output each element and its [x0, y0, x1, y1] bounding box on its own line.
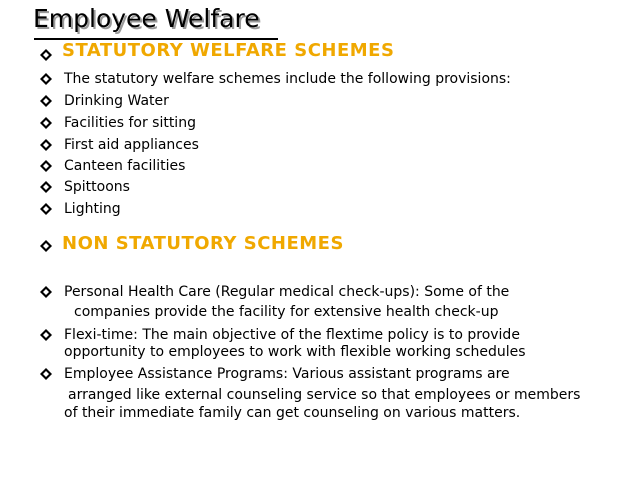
diamond-bullet-icon: [40, 49, 52, 61]
diamond-bullet-icon: [40, 368, 52, 380]
list-item: Personal Health Care (Regular medical check-ups): Some of the: [64, 284, 510, 300]
list-item-continuation: of their immediate family can get counseling on various matters.: [64, 405, 521, 421]
list-item: Canteen facilities: [64, 158, 186, 174]
diamond-bullet-icon: [40, 240, 52, 252]
heading-non-statutory: NON STATUTORY SCHEMES: [62, 233, 344, 254]
diamond-bullet-icon: [40, 139, 52, 151]
list-item-continuation: companies provide the facility for extensive health check-up: [74, 304, 499, 320]
list-item: The statutory welfare schemes include the following provisions:: [64, 71, 511, 87]
diamond-bullet-icon: [40, 117, 52, 129]
diamond-bullet-icon: [40, 181, 52, 193]
list-item: First aid appliances: [64, 137, 199, 153]
list-item: Flexi-time: The main objective of the flextime policy is to provide: [64, 327, 520, 343]
diamond-bullet-icon: [40, 286, 52, 298]
list-item-continuation: arranged like external counseling service so that employees or members: [68, 387, 581, 403]
slide-title: Employee Welfare: [33, 4, 260, 33]
list-item-continuation: opportunity to employees to work with flexible working schedules: [64, 344, 526, 360]
diamond-bullet-icon: [40, 73, 52, 85]
list-item: Employee Assistance Programs: Various assistant programs are: [64, 366, 510, 382]
diamond-bullet-icon: [40, 329, 52, 341]
diamond-bullet-icon: [40, 160, 52, 172]
diamond-bullet-icon: [40, 95, 52, 107]
heading-statutory: STATUTORY WELFARE SCHEMES: [62, 40, 395, 61]
list-item: Lighting: [64, 201, 121, 217]
list-item: Spittoons: [64, 179, 130, 195]
list-item: Facilities for sitting: [64, 115, 196, 131]
list-item: Drinking Water: [64, 93, 169, 109]
diamond-bullet-icon: [40, 203, 52, 215]
